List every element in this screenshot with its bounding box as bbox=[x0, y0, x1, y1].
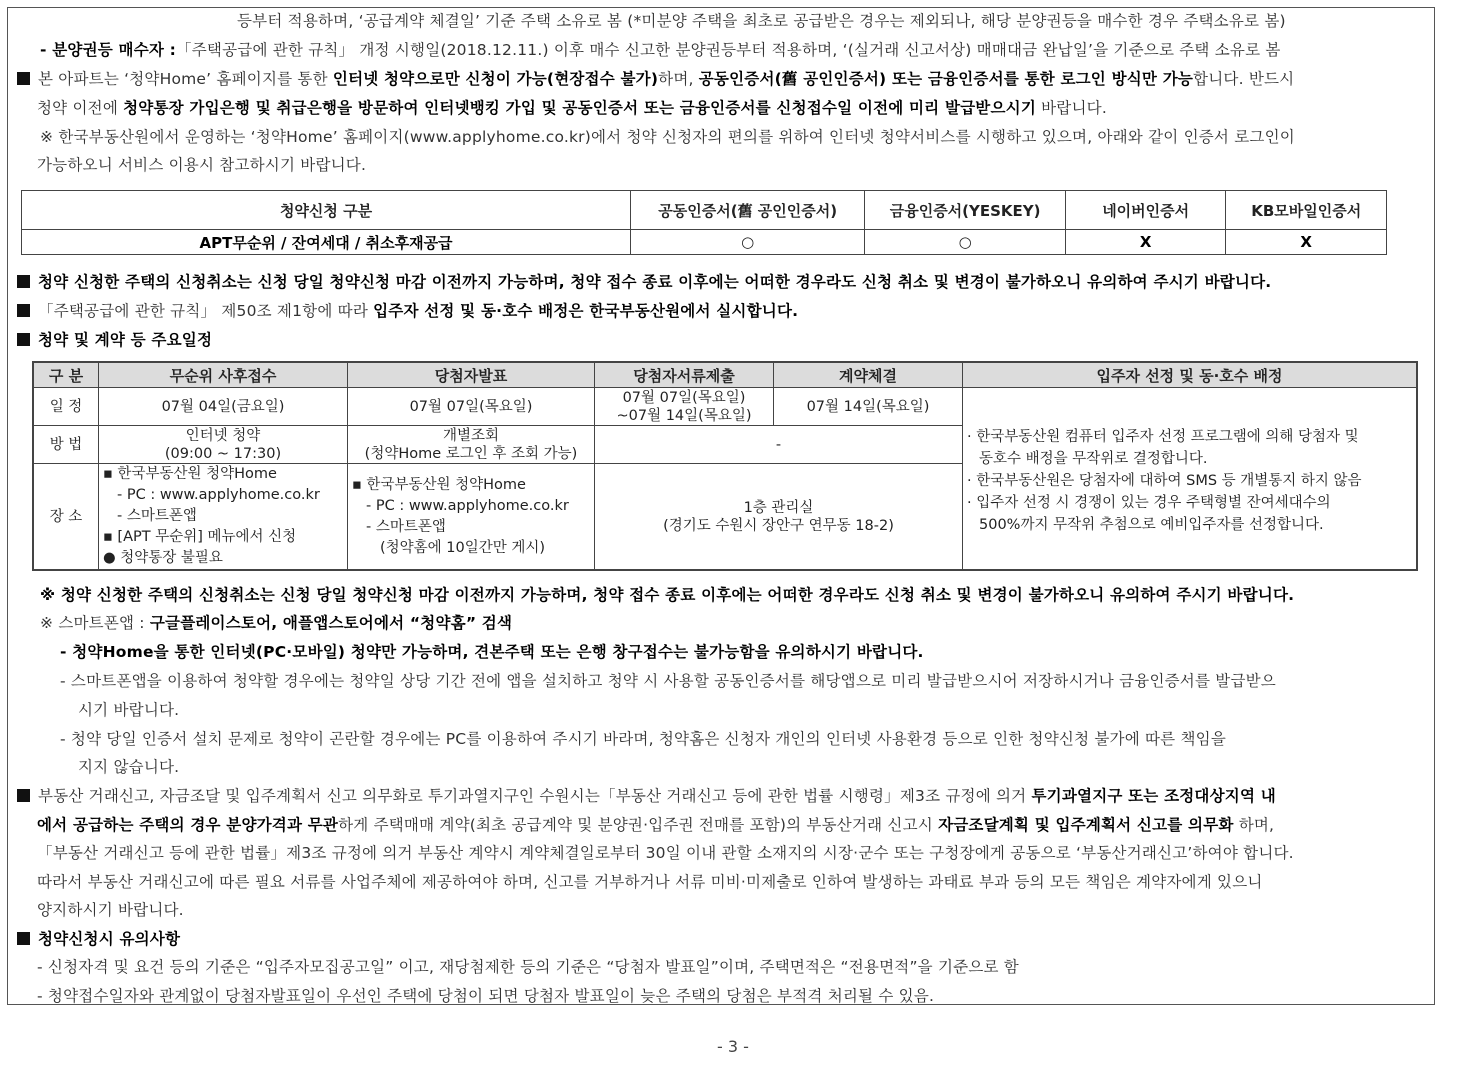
cert-cell: X bbox=[1065, 230, 1226, 255]
schedule-cell: 1층 관리실 (경기도 수원시 장안구 연무동 18-2) bbox=[595, 464, 963, 571]
cert-header: 공동인증서(舊 공인인증서) bbox=[631, 191, 865, 230]
text-line: 등부터 적용하며, ‘공급계약 체결일’ 기준 주택 소유로 봄 (*미분양 주택을 최초로 공급받은 경우는 제외되나, 해당 분양권등을 매수한 경우 주택소유로 봄) bbox=[237, 12, 1286, 30]
cert-cell: ○ bbox=[865, 230, 1066, 255]
selection-notes: · 한국부동산원 컴퓨터 입주자 선정 프로그램에 의해 당첨자 및 동호수 배정을 무작위로 결정합니다. · 한국부동산원은 당첨자에 대하여 SMS 등 개별통지 하지 않음 · 입주자 선정 시 경쟁이 있는 경우 주택형별 잔여세대수의 500%까지 무작위 추첨으로 예비입주자를 선정합니다. bbox=[963, 388, 1418, 571]
cert-header: 네이버인증서 bbox=[1065, 191, 1226, 230]
text-line: 청약 이전에 청약통장 가입은행 및 취급은행을 방문하여 인터넷뱅킹 가입 및 공동인증서 또는 금융인증서를 신청접수일 이전에 미리 발급받으시기 바랍니다. bbox=[37, 99, 1107, 117]
cert-header: 청약신청 구분 bbox=[22, 191, 631, 230]
text-line: 양지하시기 바랍니다. bbox=[37, 901, 184, 919]
schedule-table bbox=[32, 361, 1418, 571]
square-bullet-icon bbox=[17, 932, 30, 945]
schedule-cell: 07월 07일(목요일) ~07월 14일(목요일) bbox=[595, 388, 774, 426]
schedule-cell: - bbox=[595, 426, 963, 464]
text-line: - 청약접수일자와 관계없이 당첨자발표일이 우선인 주택에 당첨이 되면 당첨자 발표일이 늦은 주택의 당첨은 부적격 처리될 수 있음. bbox=[37, 987, 935, 1005]
section-heading: 청약신청시 유의사항 bbox=[17, 929, 180, 949]
square-bullet-icon bbox=[17, 72, 30, 85]
schedule-cell: 07월 07일(목요일) bbox=[348, 388, 595, 426]
schedule-cell: ▪ 한국부동산원 청약Home - PC : www.applyhome.co.kr - 스마트폰앱 (청약홈에 10일간만 게시) bbox=[348, 464, 595, 571]
schedule-header: 당첨자서류제출 bbox=[595, 362, 774, 388]
text-line: - 스마트폰앱을 이용하여 청약할 경우에는 청약일 상당 기간 전에 앱을 설치하고 청약 시 사용할 공동인증서를 해당앱으로 미리 발급받으시어 저장하시거나 금융인증서를 발급받으 bbox=[60, 672, 1276, 690]
cert-cell: X bbox=[1226, 230, 1387, 255]
square-bullet-icon bbox=[17, 304, 30, 317]
schedule-cell: 07월 14일(목요일) bbox=[774, 388, 963, 426]
bullet-line: 부동산 거래신고, 자금조달 및 입주계획서 신고 의무화로 투기과열지구인 수원시는「부동산 거래신고 등에 관한 법률 시행령」제3조 규정에 의거 투기과열지구 또는 조정대상지역 내 bbox=[17, 786, 1276, 806]
text-line: - 청약Home을 통한 인터넷(PC·모바일) 청약만 가능하며, 견본주택 또는 은행 창구접수는 불가능함을 유의하시기 바랍니다. bbox=[60, 643, 924, 661]
cert-header: KB모바일인증서 bbox=[1226, 191, 1387, 230]
text-line: 에서 공급하는 주택의 경우 분양가격과 무관하게 주택매매 계약(최초 공급계약 및 분양권·입주권 전매를 포함)의 부동산거래 신고시 자금조달계획 및 입주계획서 신고를 의무화 하며, bbox=[37, 816, 1275, 834]
schedule-header: 입주자 선정 및 동·호수 배정 bbox=[963, 362, 1418, 388]
text-line: ※ 스마트폰앱 : 구글플레이스토어, 애플앱스토어에서 “청약홈” 검색 bbox=[40, 614, 513, 632]
certificate-table bbox=[21, 190, 1387, 255]
schedule-header: 구 분 bbox=[33, 362, 99, 388]
cert-cell: APT무순위 / 잔여세대 / 취소후재공급 bbox=[22, 230, 631, 255]
schedule-cell: 07월 04일(금요일) bbox=[99, 388, 348, 426]
row-label: 장 소 bbox=[33, 464, 99, 571]
schedule-header: 계약체결 bbox=[774, 362, 963, 388]
text-line: ※ 한국부동산원에서 운영하는 ‘청약Home’ 홈페이지(www.applyhome.co.kr)에서 청약 신청자의 편의를 위하여 인터넷 청약서비스를 시행하고 있으며, 아래와 같이 인증서 로그인이 bbox=[40, 128, 1295, 146]
schedule-cell: 개별조회 (청약Home 로그인 후 조회 가능) bbox=[348, 426, 595, 464]
bullet-line: 「주택공급에 관한 규칙」 제50조 제1항에 따라 입주자 선정 및 동·호수 배정은 한국부동산원에서 실시합니다. bbox=[17, 301, 798, 321]
text-line: - 신청자격 및 요건 등의 기준은 “입주자모집공고일” 이고, 재당첨제한 등의 기준은 “당첨자 발표일”이며, 주택면적은 “전용면적”을 기준으로 함 bbox=[37, 958, 1019, 976]
page-number: - 3 - bbox=[717, 1037, 749, 1056]
row-label: 방 법 bbox=[33, 426, 99, 464]
text-line: 지지 않습니다. bbox=[78, 758, 180, 776]
schedule-cell: 인터넷 청약 (09:00 ~ 17:30) bbox=[99, 426, 348, 464]
schedule-cell: ▪ 한국부동산원 청약Home - PC : www.applyhome.co.kr - 스마트폰앱 ▪ [APT 무순위] 메뉴에서 신청 ● 청약통장 불필요 bbox=[99, 464, 348, 571]
schedule-header: 무순위 사후접수 bbox=[99, 362, 348, 388]
bullet-line: 청약 신청한 주택의 신청취소는 신청 당일 청약신청 마감 이전까지 가능하며, 청약 접수 종료 이후에는 어떠한 경우라도 신청 취소 및 변경이 불가하오니 유의하여 주시기 바랍니다. bbox=[17, 272, 1271, 292]
square-bullet-icon bbox=[17, 333, 30, 346]
row-label: 일 정 bbox=[33, 388, 99, 426]
text-line: ※ 청약 신청한 주택의 신청취소는 신청 당일 청약신청 마감 이전까지 가능하며, 청약 접수 종료 이후에는 어떠한 경우라도 신청 취소 및 변경이 불가하오니 유의하여 주시기 바랍니다. bbox=[40, 586, 1295, 604]
section-heading: 청약 및 계약 등 주요일정 bbox=[17, 330, 212, 350]
text-line: - 분양권등 매수자 :「주택공급에 관한 규칙」 개정 시행일(2018.12.11.) 이후 매수 신고한 분양권등부터 적용하며, ‘(실거래 신고서상) 매매대금 완납일’을 기준으로 주택 소유로 봄 bbox=[40, 41, 1281, 59]
square-bullet-icon bbox=[17, 789, 30, 802]
schedule-header: 당첨자발표 bbox=[348, 362, 595, 388]
bullet-line: 본 아파트는 ‘청약Home’ 홈페이지를 통한 인터넷 청약으로만 신청이 가능(현장접수 불가)하며, 공동인증서(舊 공인인증서) 또는 금융인증서를 통한 로그인 방식만 가능합니다. 반드시 bbox=[17, 69, 1294, 89]
text-line: 「부동산 거래신고 등에 관한 법률」제3조 규정에 의거 부동산 계약시 계약체결일로부터 30일 이내 관할 소재지의 시장·군수 또는 구청장에게 공동으로 ‘부동산거래신고’하여야 합니다. bbox=[37, 844, 1294, 862]
text-line: - 청약 당일 인증서 설치 문제로 청약이 곤란할 경우에는 PC를 이용하여 주시기 바라며, 청약홈은 신청자 개인의 인터넷 사용환경 등으로 인한 청약신청 불가에 따른 책임을 bbox=[60, 730, 1227, 748]
text-line: 시기 바랍니다. bbox=[78, 701, 180, 719]
cert-cell: ○ bbox=[631, 230, 865, 255]
text-line: 따라서 부동산 거래신고에 따른 필요 서류를 사업주체에 제공하여야 하며, 신고를 거부하거나 서류 미비·미제출로 인하여 발생하는 과태료 부과 등의 모든 책임은 계약자에게 있으니 bbox=[37, 873, 1263, 891]
cert-header: 금융인증서(YESKEY) bbox=[865, 191, 1066, 230]
text-line: 가능하오니 서비스 이용시 참고하시기 바랍니다. bbox=[37, 156, 367, 174]
square-bullet-icon bbox=[17, 275, 30, 288]
